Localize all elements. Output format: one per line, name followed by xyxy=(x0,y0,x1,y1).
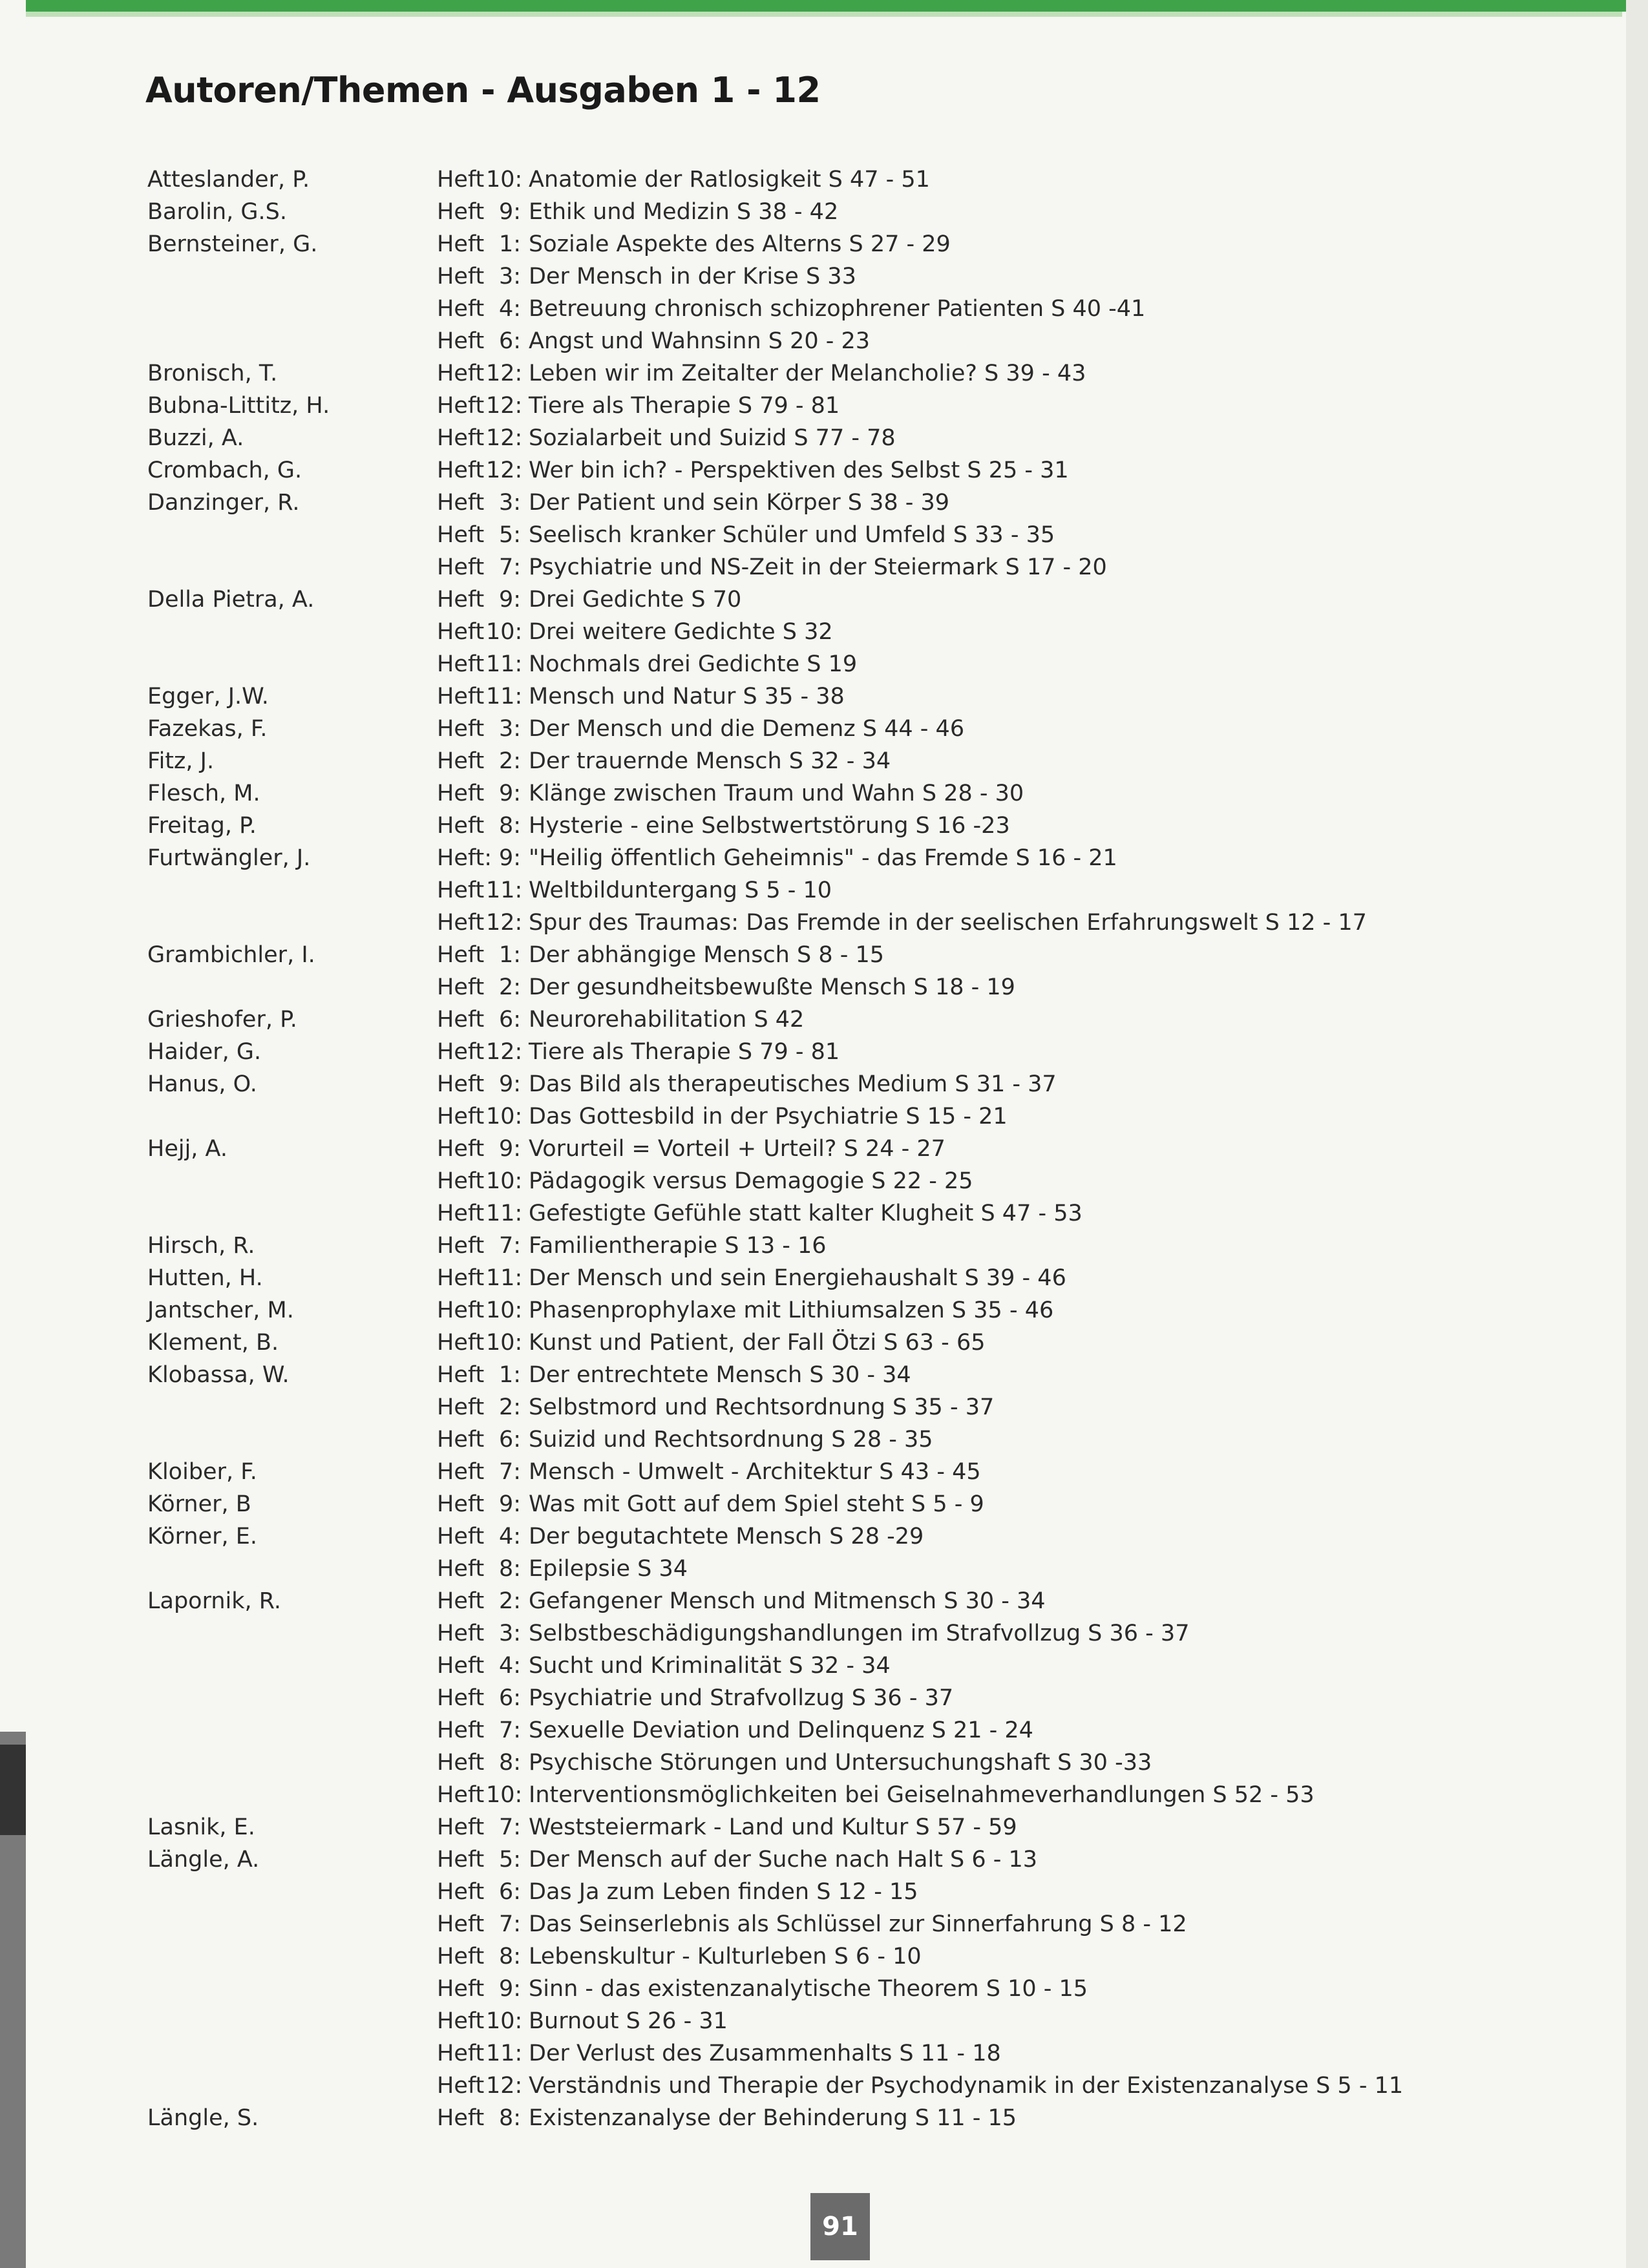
issue-number: 10: xyxy=(486,1330,523,1356)
issue-number: 11: xyxy=(486,877,523,903)
author-name: Bernsteiner, G. xyxy=(147,231,318,257)
index-row xyxy=(0,910,1648,942)
issue-number: 4: xyxy=(498,1653,521,1679)
author-name: Lapornik, R. xyxy=(147,1588,281,1614)
article-title: Sinn - das existenzanalytische Theorem S 10 - 15 xyxy=(529,1976,1088,2002)
article-title: Der Verlust des Zusammenhalts S 11 - 18 xyxy=(529,2041,1001,2066)
article-title: Selbstmord und Rechtsordnung S 35 - 37 xyxy=(529,1394,995,1420)
author-name: Körner, B xyxy=(147,1491,251,1517)
index-row xyxy=(0,1621,1648,1653)
article-title: Epilepsie S 34 xyxy=(529,1556,688,1582)
index-row xyxy=(0,748,1648,781)
article-title: Der begutachtete Mensch S 28 -29 xyxy=(529,1524,924,1549)
issue-number: 7: xyxy=(498,1911,521,1937)
author-name: Danzinger, R. xyxy=(147,490,300,516)
heft-label: Heft: xyxy=(437,845,492,871)
article-title: Psychische Störungen und Untersuchungshaft S 30 -33 xyxy=(529,1750,1152,1776)
heft-label: Heft xyxy=(437,1944,485,1969)
index-row xyxy=(0,522,1648,554)
index-row xyxy=(0,554,1648,587)
author-name: Flesch, M. xyxy=(147,781,260,806)
heft-label: Heft xyxy=(437,2105,485,2131)
heft-label: Heft xyxy=(437,619,485,645)
heft-label: Heft xyxy=(437,1104,485,1129)
article-title: Angst und Wahnsinn S 20 - 23 xyxy=(529,328,871,354)
index-row xyxy=(0,1717,1648,1750)
article-title: Seelisch kranker Schüler und Umfeld S 33 - 35 xyxy=(529,522,1055,548)
issue-number: 11: xyxy=(486,1201,523,1226)
article-title: Der abhängige Mensch S 8 - 15 xyxy=(529,942,885,968)
index-row xyxy=(0,2105,1648,2137)
heft-label: Heft xyxy=(437,813,485,839)
index-row xyxy=(0,296,1648,328)
issue-number: 6: xyxy=(498,1007,521,1033)
issue-number: 6: xyxy=(498,1879,521,1905)
issue-number: 10: xyxy=(486,619,523,645)
article-title: Der trauernde Mensch S 32 - 34 xyxy=(529,748,891,774)
issue-number: 8: xyxy=(498,1750,521,1776)
index-row xyxy=(0,1136,1648,1168)
index-row xyxy=(0,1782,1648,1814)
issue-number: 3: xyxy=(498,490,521,516)
heft-label: Heft xyxy=(437,1233,485,1259)
author-name: Grieshofer, P. xyxy=(147,1007,297,1033)
article-title: Weltbilduntergang S 5 - 10 xyxy=(529,877,832,903)
article-title: Betreuung chronisch schizophrener Patienten S 40 -41 xyxy=(529,296,1146,322)
author-name: Crombach, G. xyxy=(147,457,302,483)
index-row xyxy=(0,1168,1648,1201)
heft-label: Heft xyxy=(437,361,485,386)
index-row xyxy=(0,877,1648,910)
article-title: Verständnis und Therapie der Psychodynamik in der Existenzanalyse S 5 - 11 xyxy=(529,2073,1404,2099)
article-title: Gefangener Mensch und Mitmensch S 30 - 34 xyxy=(529,1588,1046,1614)
issue-number: 8: xyxy=(498,813,521,839)
heft-label: Heft xyxy=(437,910,485,936)
heft-label: Heft xyxy=(437,296,485,322)
heft-label: Heft xyxy=(437,1071,485,1097)
article-title: Psychiatrie und Strafvollzug S 36 - 37 xyxy=(529,1685,954,1711)
author-name: Kloiber, F. xyxy=(147,1459,257,1485)
index-row xyxy=(0,1814,1648,1847)
heft-label: Heft xyxy=(437,1265,485,1291)
index-row xyxy=(0,264,1648,296)
index-row xyxy=(0,1297,1648,1330)
issue-number: 11: xyxy=(486,2041,523,2066)
issue-number: 3: xyxy=(498,716,521,742)
index-row xyxy=(0,1685,1648,1717)
issue-number: 11: xyxy=(486,684,523,709)
issue-number: 9: xyxy=(498,587,521,613)
issue-number: 2: xyxy=(498,1588,521,1614)
issue-number: 8: xyxy=(498,1944,521,1969)
issue-number: 11: xyxy=(486,651,523,677)
index-row xyxy=(0,2041,1648,2073)
article-title: Pädagogik versus Demagogie S 22 - 25 xyxy=(529,1168,973,1194)
issue-number: 2: xyxy=(498,974,521,1000)
article-title: Tiere als Therapie S 79 - 81 xyxy=(529,393,840,419)
heft-label: Heft xyxy=(437,554,485,580)
heft-label: Heft xyxy=(437,199,485,225)
heft-label: Heft xyxy=(437,1556,485,1582)
index-row xyxy=(0,1653,1648,1685)
article-title: Das Ja zum Leben finden S 12 - 15 xyxy=(529,1879,918,1905)
article-title: Klänge zwischen Traum und Wahn S 28 - 30 xyxy=(529,781,1024,806)
index-row xyxy=(0,1104,1648,1136)
issue-number: 1: xyxy=(498,231,521,257)
article-title: Spur des Traumas: Das Fremde in der seelischen Erfahrungswelt S 12 - 17 xyxy=(529,910,1367,936)
author-name: Barolin, G.S. xyxy=(147,199,287,225)
index-row xyxy=(0,1201,1648,1233)
issue-number: 3: xyxy=(498,1621,521,1646)
index-row xyxy=(0,1524,1648,1556)
article-title: Neurorehabilitation S 42 xyxy=(529,1007,805,1033)
heft-label: Heft xyxy=(437,781,485,806)
author-name: Längle, A. xyxy=(147,1847,260,1873)
issue-number: 7: xyxy=(498,1459,521,1485)
author-name: Längle, S. xyxy=(147,2105,259,2131)
author-name: Grambichler, I. xyxy=(147,942,315,968)
heft-label: Heft xyxy=(437,1362,485,1388)
heft-label: Heft xyxy=(437,716,485,742)
heft-label: Heft xyxy=(437,1524,485,1549)
issue-number: 5: xyxy=(498,1847,521,1873)
article-title: Existenzanalyse der Behinderung S 11 - 15 xyxy=(529,2105,1017,2131)
index-row xyxy=(0,1911,1648,1944)
heft-label: Heft xyxy=(437,1782,485,1808)
author-name: Klobassa, W. xyxy=(147,1362,290,1388)
heft-label: Heft xyxy=(437,1201,485,1226)
index-list xyxy=(0,167,1648,2137)
index-row xyxy=(0,1588,1648,1621)
issue-number: 12: xyxy=(486,425,523,451)
index-row xyxy=(0,1233,1648,1265)
article-title: Was mit Gott auf dem Spiel steht S 5 - 9 xyxy=(529,1491,984,1517)
article-title: Weststeiermark - Land und Kultur S 57 - 59 xyxy=(529,1814,1017,1840)
author-name: Freitag, P. xyxy=(147,813,257,839)
heft-label: Heft xyxy=(437,748,485,774)
article-title: Drei weitere Gedichte S 32 xyxy=(529,619,833,645)
issue-number: 9: xyxy=(498,1976,521,2002)
author-name: Hejj, A. xyxy=(147,1136,228,1162)
index-row xyxy=(0,231,1648,264)
index-row xyxy=(0,587,1648,619)
heft-label: Heft xyxy=(437,393,485,419)
heft-label: Heft xyxy=(437,1976,485,2002)
page-top-edge-highlight xyxy=(26,12,1622,17)
issue-number: 1: xyxy=(498,1362,521,1388)
article-title: Selbstbeschädigungshandlungen im Strafvollzug S 36 - 37 xyxy=(529,1621,1190,1646)
issue-number: 7: xyxy=(498,554,521,580)
heft-label: Heft xyxy=(437,1039,485,1065)
index-row xyxy=(0,1556,1648,1588)
issue-number: 9: xyxy=(498,845,521,871)
index-row xyxy=(0,425,1648,457)
author-name: Della Pietra, A. xyxy=(147,587,315,613)
heft-label: Heft xyxy=(437,1297,485,1323)
author-name: Atteslander, P. xyxy=(147,167,310,193)
article-title: "Heilig öffentlich Geheimnis" - das Fremde S 16 - 21 xyxy=(529,845,1117,871)
article-title: Lebenskultur - Kulturleben S 6 - 10 xyxy=(529,1944,922,1969)
issue-number: 2: xyxy=(498,1394,521,1420)
index-row xyxy=(0,1491,1648,1524)
index-row xyxy=(0,1394,1648,1427)
article-title: Ethik und Medizin S 38 - 42 xyxy=(529,199,839,225)
heft-label: Heft xyxy=(437,1685,485,1711)
issue-number: 10: xyxy=(486,1104,523,1129)
heft-label: Heft xyxy=(437,1330,485,1356)
heft-label: Heft xyxy=(437,328,485,354)
index-row xyxy=(0,716,1648,748)
heft-label: Heft xyxy=(437,1879,485,1905)
issue-number: 12: xyxy=(486,910,523,936)
issue-number: 12: xyxy=(486,2073,523,2099)
author-name: Hutten, H. xyxy=(147,1265,263,1291)
author-name: Fazekas, F. xyxy=(147,716,268,742)
index-row xyxy=(0,1330,1648,1362)
heft-label: Heft xyxy=(437,425,485,451)
heft-label: Heft xyxy=(437,1588,485,1614)
author-name: Klement, B. xyxy=(147,1330,279,1356)
issue-number: 9: xyxy=(498,1136,521,1162)
issue-number: 1: xyxy=(498,942,521,968)
issue-number: 11: xyxy=(486,1265,523,1291)
index-row xyxy=(0,1847,1648,1879)
heft-label: Heft xyxy=(437,2041,485,2066)
heft-label: Heft xyxy=(437,1847,485,1873)
heft-label: Heft xyxy=(437,651,485,677)
index-row xyxy=(0,457,1648,490)
article-title: Der Mensch in der Krise S 33 xyxy=(529,264,856,289)
index-row xyxy=(0,651,1648,684)
page-top-edge xyxy=(26,0,1648,12)
index-row xyxy=(0,1265,1648,1297)
heft-label: Heft xyxy=(437,1459,485,1485)
author-name: Furtwängler, J. xyxy=(147,845,311,871)
issue-number: 10: xyxy=(486,1297,523,1323)
issue-number: 6: xyxy=(498,1685,521,1711)
index-row xyxy=(0,2073,1648,2105)
page-number-badge: 91 xyxy=(810,2193,870,2260)
article-title: Soziale Aspekte des Alterns S 27 - 29 xyxy=(529,231,951,257)
index-row xyxy=(0,1459,1648,1491)
index-row xyxy=(0,328,1648,361)
heft-label: Heft xyxy=(437,490,485,516)
index-row xyxy=(0,845,1648,877)
heft-label: Heft xyxy=(437,1814,485,1840)
heft-label: Heft xyxy=(437,1427,485,1453)
heft-label: Heft xyxy=(437,231,485,257)
article-title: Suizid und Rechtsordnung S 28 - 35 xyxy=(529,1427,933,1453)
heft-label: Heft xyxy=(437,1653,485,1679)
heft-label: Heft xyxy=(437,1168,485,1194)
article-title: Sexuelle Deviation und Delinquenz S 21 - 24 xyxy=(529,1717,1033,1743)
issue-number: 9: xyxy=(498,199,521,225)
issue-number: 7: xyxy=(498,1717,521,1743)
index-row xyxy=(0,684,1648,716)
index-row xyxy=(0,167,1648,199)
heft-label: Heft xyxy=(437,1750,485,1776)
author-name: Hanus, O. xyxy=(147,1071,257,1097)
index-row xyxy=(0,1427,1648,1459)
index-row xyxy=(0,1944,1648,1976)
heft-label: Heft xyxy=(437,1911,485,1937)
index-row xyxy=(0,1362,1648,1394)
article-title: Das Bild als therapeutisches Medium S 31 - 37 xyxy=(529,1071,1057,1097)
heft-label: Heft xyxy=(437,1717,485,1743)
author-name: Lasnik, E. xyxy=(147,1814,255,1840)
index-row xyxy=(0,1071,1648,1104)
author-name: Jantscher, M. xyxy=(147,1297,294,1323)
article-title: Burnout S 26 - 31 xyxy=(529,2008,728,2034)
author-name: Bronisch, T. xyxy=(147,361,278,386)
issue-number: 9: xyxy=(498,781,521,806)
article-title: Sozialarbeit und Suizid S 77 - 78 xyxy=(529,425,896,451)
issue-number: 12: xyxy=(486,457,523,483)
article-title: Psychiatrie und NS-Zeit in der Steiermark S 17 - 20 xyxy=(529,554,1107,580)
issue-number: 4: xyxy=(498,1524,521,1549)
article-title: Nochmals drei Gedichte S 19 xyxy=(529,651,858,677)
issue-number: 10: xyxy=(486,2008,523,2034)
article-title: Der Mensch und sein Energiehaushalt S 39 - 46 xyxy=(529,1265,1066,1291)
article-title: Familientherapie S 13 - 16 xyxy=(529,1233,827,1259)
heft-label: Heft xyxy=(437,2008,485,2034)
article-title: Vorurteil = Vorteil + Urteil? S 24 - 27 xyxy=(529,1136,945,1162)
heft-label: Heft xyxy=(437,1394,485,1420)
author-name: Egger, J.W. xyxy=(147,684,269,709)
article-title: Sucht und Kriminalität S 32 - 34 xyxy=(529,1653,891,1679)
index-row xyxy=(0,490,1648,522)
index-row xyxy=(0,1750,1648,1782)
article-title: Gefestigte Gefühle statt kalter Klugheit S 47 - 53 xyxy=(529,1201,1083,1226)
index-row xyxy=(0,199,1648,231)
issue-number: 7: xyxy=(498,1233,521,1259)
heft-label: Heft xyxy=(437,1136,485,1162)
index-row xyxy=(0,619,1648,651)
heft-label: Heft xyxy=(437,1621,485,1646)
heft-label: Heft xyxy=(437,1007,485,1033)
article-title: Mensch - Umwelt - Architektur S 43 - 45 xyxy=(529,1459,981,1485)
heft-label: Heft xyxy=(437,264,485,289)
issue-number: 10: xyxy=(486,1168,523,1194)
issue-number: 5: xyxy=(498,522,521,548)
issue-number: 8: xyxy=(498,1556,521,1582)
issue-number: 7: xyxy=(498,1814,521,1840)
index-row xyxy=(0,1007,1648,1039)
article-title: Der gesundheitsbewußte Mensch S 18 - 19 xyxy=(529,974,1015,1000)
heft-label: Heft xyxy=(437,942,485,968)
article-title: Das Gottesbild in der Psychiatrie S 15 - 21 xyxy=(529,1104,1008,1129)
author-name: Haider, G. xyxy=(147,1039,262,1065)
heft-label: Heft xyxy=(437,522,485,548)
article-title: Tiere als Therapie S 79 - 81 xyxy=(529,1039,840,1065)
article-title: Das Seinserlebnis als Schlüssel zur Sinnerfahrung S 8 - 12 xyxy=(529,1911,1187,1937)
issue-number: 3: xyxy=(498,264,521,289)
article-title: Mensch und Natur S 35 - 38 xyxy=(529,684,845,709)
index-row xyxy=(0,1879,1648,1911)
article-title: Phasenprophylaxe mit Lithiumsalzen S 35 - 46 xyxy=(529,1297,1054,1323)
index-row xyxy=(0,393,1648,425)
index-row xyxy=(0,781,1648,813)
index-row xyxy=(0,942,1648,974)
page-title: Autoren/Themen - Ausgaben 1 - 12 xyxy=(145,70,821,110)
issue-number: 10: xyxy=(486,1782,523,1808)
issue-number: 2: xyxy=(498,748,521,774)
index-row xyxy=(0,974,1648,1007)
issue-number: 4: xyxy=(498,296,521,322)
heft-label: Heft xyxy=(437,877,485,903)
index-row xyxy=(0,813,1648,845)
article-title: Leben wir im Zeitalter der Melancholie? S 39 - 43 xyxy=(529,361,1086,386)
heft-label: Heft xyxy=(437,684,485,709)
issue-number: 12: xyxy=(486,1039,523,1065)
article-title: Wer bin ich? - Perspektiven des Selbst S 25 - 31 xyxy=(529,457,1069,483)
article-title: Hysterie - eine Selbstwertstörung S 16 -23 xyxy=(529,813,1010,839)
index-row xyxy=(0,1039,1648,1071)
author-name: Fitz, J. xyxy=(147,748,215,774)
article-title: Der Mensch und die Demenz S 44 - 46 xyxy=(529,716,965,742)
author-name: Körner, E. xyxy=(147,1524,257,1549)
issue-number: 9: xyxy=(498,1491,521,1517)
heft-label: Heft xyxy=(437,1491,485,1517)
index-row xyxy=(0,2008,1648,2041)
issue-number: 6: xyxy=(498,1427,521,1453)
article-title: Kunst und Patient, der Fall Ötzi S 63 - 65 xyxy=(529,1330,986,1356)
issue-number: 9: xyxy=(498,1071,521,1097)
heft-label: Heft xyxy=(437,587,485,613)
heft-label: Heft xyxy=(437,2073,485,2099)
article-title: Interventionsmöglichkeiten bei Geiselnahmeverhandlungen S 52 - 53 xyxy=(529,1782,1315,1808)
heft-label: Heft xyxy=(437,457,485,483)
issue-number: 12: xyxy=(486,393,523,419)
article-title: Drei Gedichte S 70 xyxy=(529,587,742,613)
index-row xyxy=(0,1976,1648,2008)
heft-label: Heft xyxy=(437,167,485,193)
article-title: Anatomie der Ratlosigkeit S 47 - 51 xyxy=(529,167,930,193)
article-title: Der entrechtete Mensch S 30 - 34 xyxy=(529,1362,911,1388)
issue-number: 6: xyxy=(498,328,521,354)
heft-label: Heft xyxy=(437,974,485,1000)
index-row xyxy=(0,361,1648,393)
issue-number: 8: xyxy=(498,2105,521,2131)
author-name: Hirsch, R. xyxy=(147,1233,255,1259)
issue-number: 12: xyxy=(486,361,523,386)
issue-number: 10: xyxy=(486,167,523,193)
article-title: Der Mensch auf der Suche nach Halt S 6 - 13 xyxy=(529,1847,1038,1873)
author-name: Bubna-Littitz, H. xyxy=(147,393,330,419)
author-name: Buzzi, A. xyxy=(147,425,244,451)
article-title: Der Patient und sein Körper S 38 - 39 xyxy=(529,490,950,516)
